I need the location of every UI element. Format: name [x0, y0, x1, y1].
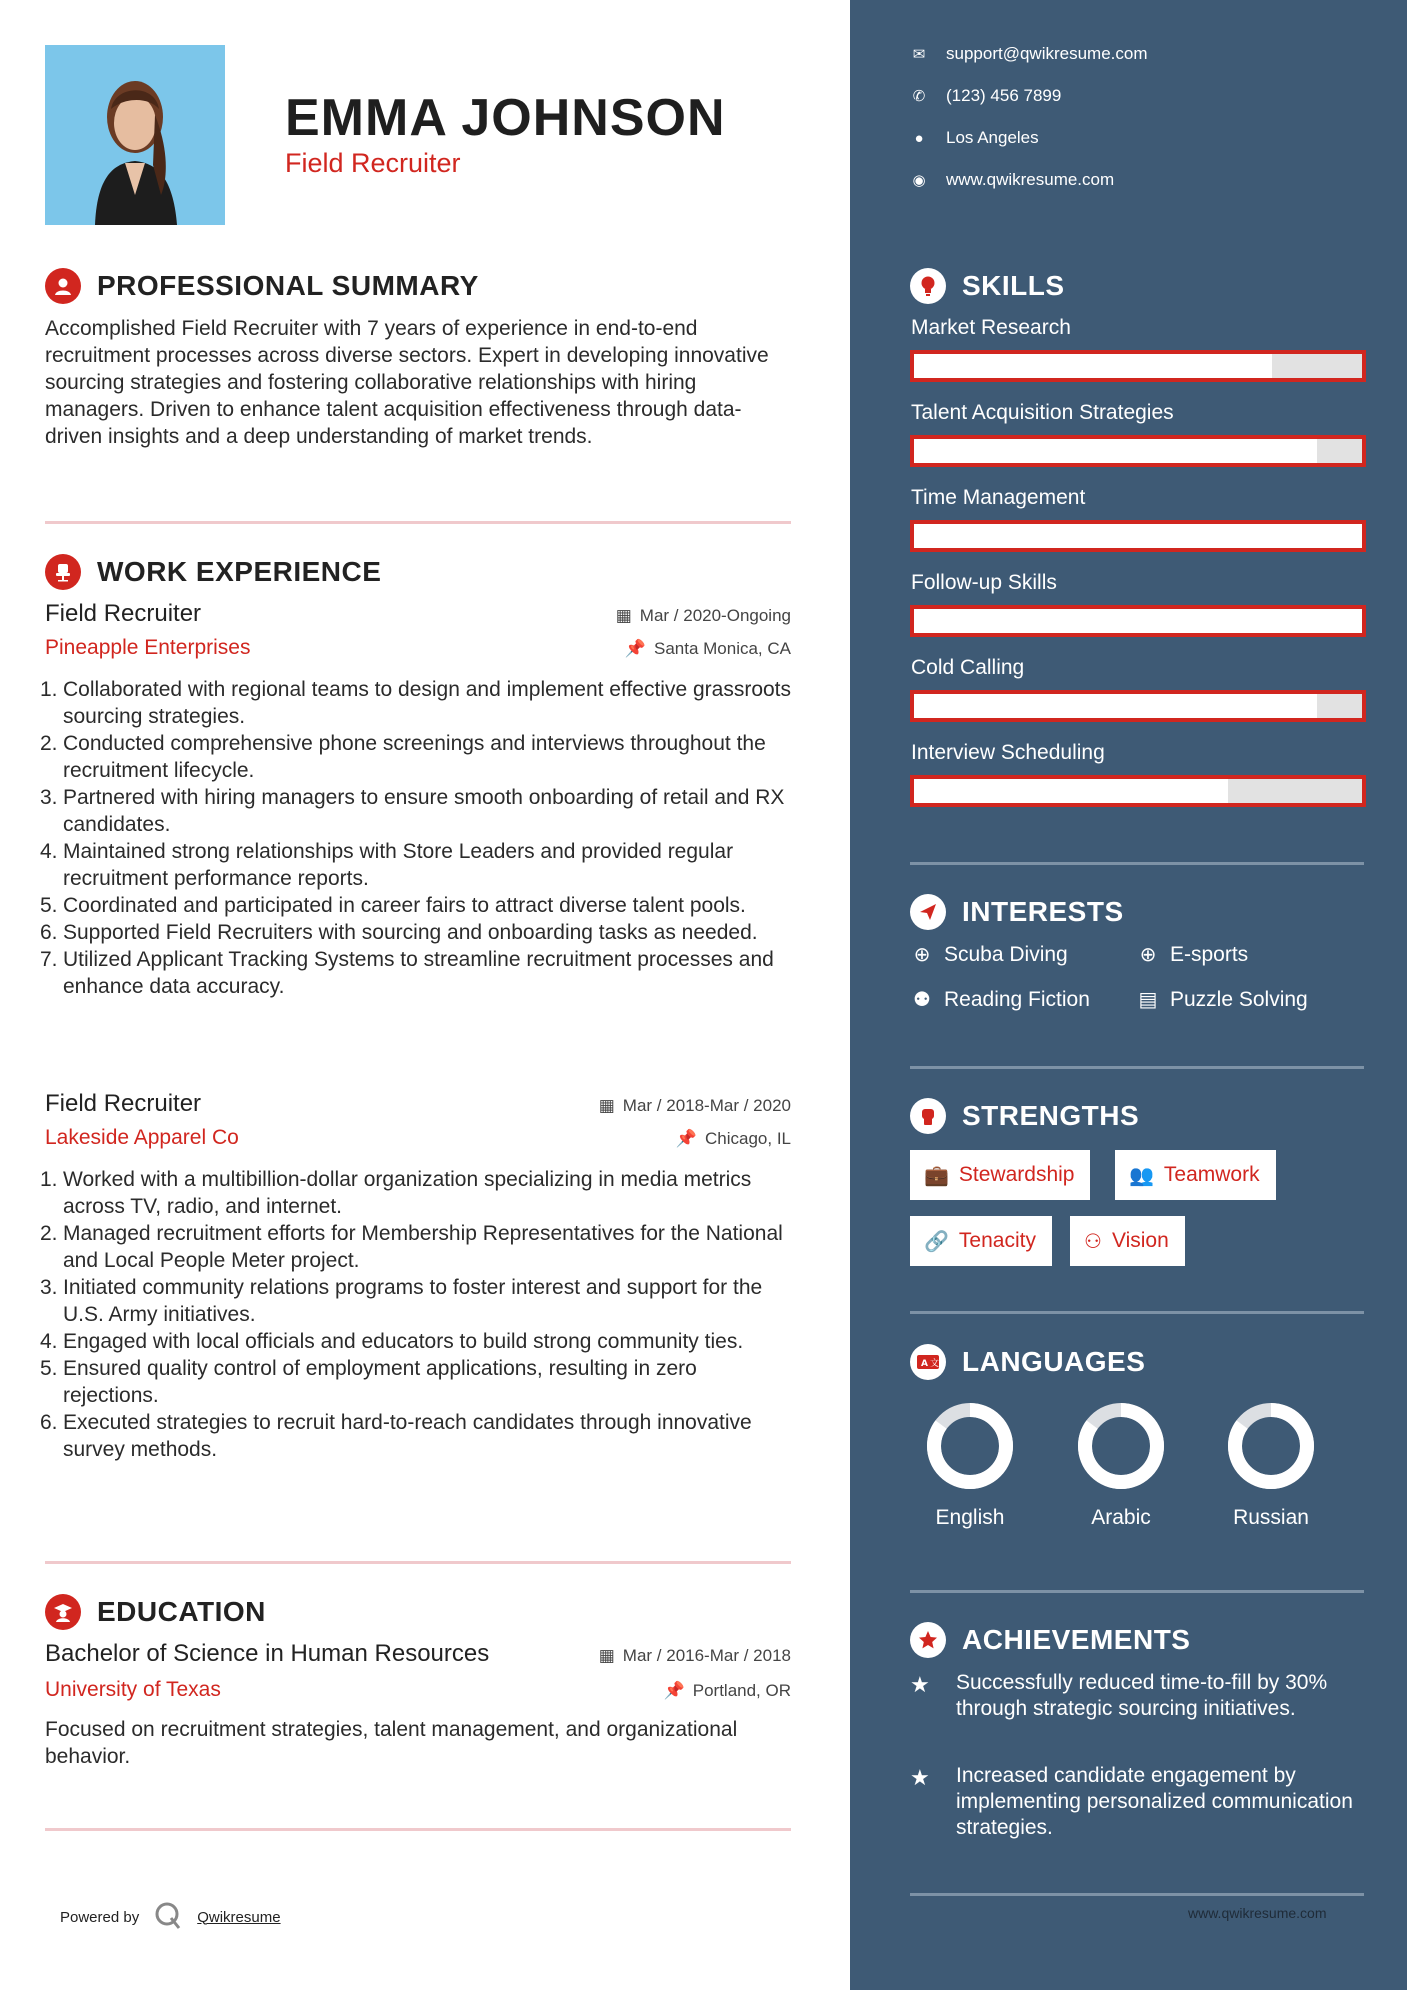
calendar-icon: ▦ [598, 1096, 615, 1115]
skill-bar-fill [914, 524, 1362, 548]
list-item: 5. Coordinated and participated in career fairs to attract diverse talent pools. [40, 894, 746, 917]
skill-label: Market Research [911, 316, 1071, 339]
languages-heading-row [910, 1344, 1145, 1380]
paper-plane-icon [910, 894, 946, 930]
contact-phone[interactable]: ✆ (123) 456 7899 [910, 86, 1061, 106]
envelope-icon: ✉ [912, 46, 926, 63]
qwikresume-link[interactable]: Qwikresume [197, 1908, 281, 1926]
education-location: Portland, OR [692, 1681, 791, 1700]
strength-badge: 🔗 Tenacity [910, 1216, 1052, 1266]
phone-icon: ✆ [912, 88, 926, 105]
section-divider [910, 862, 1364, 865]
pushpin-icon: 📌 [663, 1681, 685, 1700]
star-badge-icon [910, 1622, 946, 1658]
strengths-heading: STRENGTHS [962, 1100, 1140, 1131]
interests-heading-row [910, 894, 1124, 930]
skill-bar [910, 350, 1366, 382]
job-location: Santa Monica, CA [653, 639, 791, 658]
job-company: Pineapple Enterprises [45, 636, 251, 659]
section-divider [45, 521, 791, 524]
list-item: 3. Partnered with hiring managers to ensure smooth onboarding of retail and RX candidates. [40, 786, 785, 836]
skill-bar [910, 520, 1366, 552]
shooting-star-icon: ★ [910, 1672, 930, 1697]
skill-bar [910, 605, 1366, 637]
education-heading: EDUCATION [97, 1596, 266, 1627]
section-divider [910, 1893, 1364, 1896]
lifebuoy-icon: ⊕ [1139, 944, 1157, 966]
interest-item: ⊕ E-sports [1136, 942, 1248, 967]
summary-text: Accomplished Field Recruiter with 7 years of experience in end-to-end recruitment processes across diverse sectors. Expert in developing innovative sourcing strategies and fostering collaborative relationships with hiring managers. Driven to enhance talent acquisition effectiveness through data-driven insights and a deep understanding of market trends. [45, 317, 769, 448]
office-chair-icon [45, 554, 81, 590]
job-role: Field Recruiter [45, 1090, 202, 1117]
pushpin-icon: 📌 [624, 639, 646, 658]
school-name: University of Texas [45, 1678, 221, 1701]
binoculars-icon: ⚇ [1084, 1230, 1102, 1253]
language-item [1216, 1398, 1326, 1530]
section-divider [45, 1561, 791, 1564]
skill-bar-fill [914, 354, 1272, 378]
strengths-heading-row [910, 1098, 1139, 1134]
users-icon: 👥 [1129, 1164, 1154, 1187]
job-entry [40, 1090, 791, 1463]
user-circle-icon [45, 268, 81, 304]
footer-url[interactable]: www.qwikresume.com [1188, 1905, 1327, 1921]
interest-item: ▤ Puzzle Solving [1136, 987, 1308, 1012]
candidate-title: Field Recruiter [285, 148, 461, 178]
strength-badge: 👥 Teamwork [1115, 1150, 1276, 1200]
skills-heading: SKILLS [962, 270, 1065, 301]
list-item: 3. Initiated community relations programs to foster interest and support for the U.S. Army initiatives. [40, 1276, 763, 1326]
language-label: English [935, 1506, 1005, 1529]
lightbulb-icon [910, 268, 946, 304]
achievements-heading-row [910, 1622, 1190, 1658]
globe-icon: ◉ [912, 172, 926, 189]
list-item: 4. Engaged with local officials and educators to build strong community ties. [40, 1330, 744, 1353]
list-item: 4. Maintained strong relationships with Store Leaders and provided regular recruitment performance reports. [40, 840, 734, 890]
job-entry [40, 600, 792, 1000]
list-item: 2. Managed recruitment efforts for Membership Representatives for the National and Local People Meter project. [40, 1222, 783, 1272]
section-divider [910, 1590, 1364, 1593]
section-divider [45, 1828, 791, 1831]
translate-icon [910, 1344, 946, 1380]
language-label: Arabic [1091, 1506, 1151, 1529]
pushpin-icon: 📌 [675, 1129, 697, 1148]
work-heading: WORK EXPERIENCE [97, 556, 382, 587]
skill-label: Talent Acquisition Strategies [911, 401, 1174, 424]
skill-bar [910, 435, 1366, 467]
summary-heading: PROFESSIONAL SUMMARY [97, 270, 479, 301]
skill-bar [910, 690, 1366, 722]
skills-heading-row [910, 268, 1065, 304]
job-company: Lakeside Apparel Co [45, 1126, 239, 1149]
calendar-icon: ▦ [615, 606, 632, 625]
language-item [1066, 1398, 1176, 1530]
language-ring [1223, 1398, 1319, 1494]
languages-heading: LANGUAGES [962, 1346, 1146, 1377]
language-ring [922, 1398, 1018, 1494]
strength-badge: 💼 Stewardship [910, 1150, 1090, 1200]
degree-name: Bachelor of Science in Human Resources [45, 1640, 490, 1667]
location-pin-icon: ● [914, 129, 924, 147]
list-item: 1. Worked with a multibillion-dollar organization specializing in media metrics across TV, radio, and internet. [40, 1168, 752, 1218]
link-icon: 🔗 [924, 1230, 949, 1253]
job-responsibilities [40, 1166, 791, 1463]
profile-photo [45, 45, 225, 225]
achievement-item: ★ Increased candidate engagement by implementing personalized communication strategies. [910, 1764, 1353, 1839]
language-label: Russian [1233, 1506, 1309, 1529]
skill-label: Cold Calling [911, 656, 1025, 679]
qwikresume-logo-icon [153, 1900, 183, 1934]
graduate-icon [45, 1594, 81, 1630]
shooting-star-icon: ★ [910, 1765, 930, 1790]
skill-label: Interview Scheduling [911, 741, 1105, 764]
list-item: 6. Executed strategies to recruit hard-to-reach candidates through innovative survey methods. [40, 1411, 752, 1461]
list-item: 6. Supported Field Recruiters with sourcing and onboarding tasks as needed. [40, 921, 758, 944]
list-item: 7. Utilized Applicant Tracking Systems to streamline recruitment processes and enhance data accuracy. [40, 948, 774, 998]
contact-website[interactable]: ◉ www.qwikresume.com [910, 170, 1114, 190]
job-dates: Mar / 2018-Mar / 2020 [622, 1096, 791, 1115]
job-role: Field Recruiter [45, 600, 202, 627]
skill-bar [910, 775, 1366, 807]
powered-by-label: Powered by [60, 1908, 140, 1926]
achievements-heading: ACHIEVEMENTS [962, 1624, 1191, 1655]
contact-location: ● Los Angeles [910, 128, 1039, 148]
education-heading-row [45, 1594, 266, 1630]
book-icon: ▤ [1138, 989, 1158, 1011]
powered-by [60, 1900, 281, 1934]
svg-text:A: A [921, 1359, 928, 1369]
skill-bar-fill [914, 779, 1228, 803]
interest-item: ⚉ Reading Fiction [910, 987, 1090, 1012]
candidate-name: EMMA JOHNSON [285, 89, 726, 147]
svg-text:文: 文 [930, 1359, 940, 1369]
summary-heading-row [45, 268, 479, 304]
list-item: 5. Ensured quality control of employment applications, resulting in zero rejections. [40, 1357, 697, 1407]
skill-label: Follow-up Skills [911, 571, 1057, 594]
language-ring [1073, 1398, 1169, 1494]
skill-bar-fill [914, 694, 1317, 718]
section-divider [910, 1066, 1364, 1069]
briefcase-icon: 💼 [924, 1164, 949, 1187]
section-divider [910, 1311, 1364, 1314]
achievement-item: ★ Successfully reduced time-to-fill by 30% through strategic sourcing initiatives. [910, 1671, 1328, 1720]
list-item: 2. Conducted comprehensive phone screenings and interviews throughout the recruitment lifecycle. [40, 732, 766, 782]
fist-icon [910, 1098, 946, 1134]
calendar-icon: ▦ [598, 1646, 615, 1665]
skill-label: Time Management [911, 486, 1086, 509]
interests-heading: INTERESTS [962, 896, 1124, 927]
skill-bar-fill [914, 439, 1317, 463]
language-item [915, 1398, 1025, 1530]
work-heading-row [45, 554, 381, 590]
lifebuoy-icon: ⊕ [913, 944, 931, 966]
education-dates: Mar / 2016-Mar / 2018 [622, 1646, 791, 1665]
education-entry [45, 1640, 791, 1770]
contact-email[interactable]: ✉ support@qwikresume.com [910, 44, 1148, 64]
education-description: Focused on recruitment strategies, talent management, and organizational behavior. [45, 1718, 738, 1768]
strength-badge: ⚇ Vision [1070, 1216, 1185, 1266]
gamepad-icon: ⚉ [913, 989, 931, 1011]
list-item: 1. Collaborated with regional teams to design and implement effective grassroots sourcing strategies. [40, 678, 792, 728]
job-location: Chicago, IL [705, 1129, 791, 1148]
interest-item: ⊕ Scuba Diving [910, 942, 1068, 967]
job-responsibilities [40, 676, 792, 1000]
skill-bar-fill [914, 609, 1362, 633]
job-dates: Mar / 2020-Ongoing [639, 606, 791, 625]
